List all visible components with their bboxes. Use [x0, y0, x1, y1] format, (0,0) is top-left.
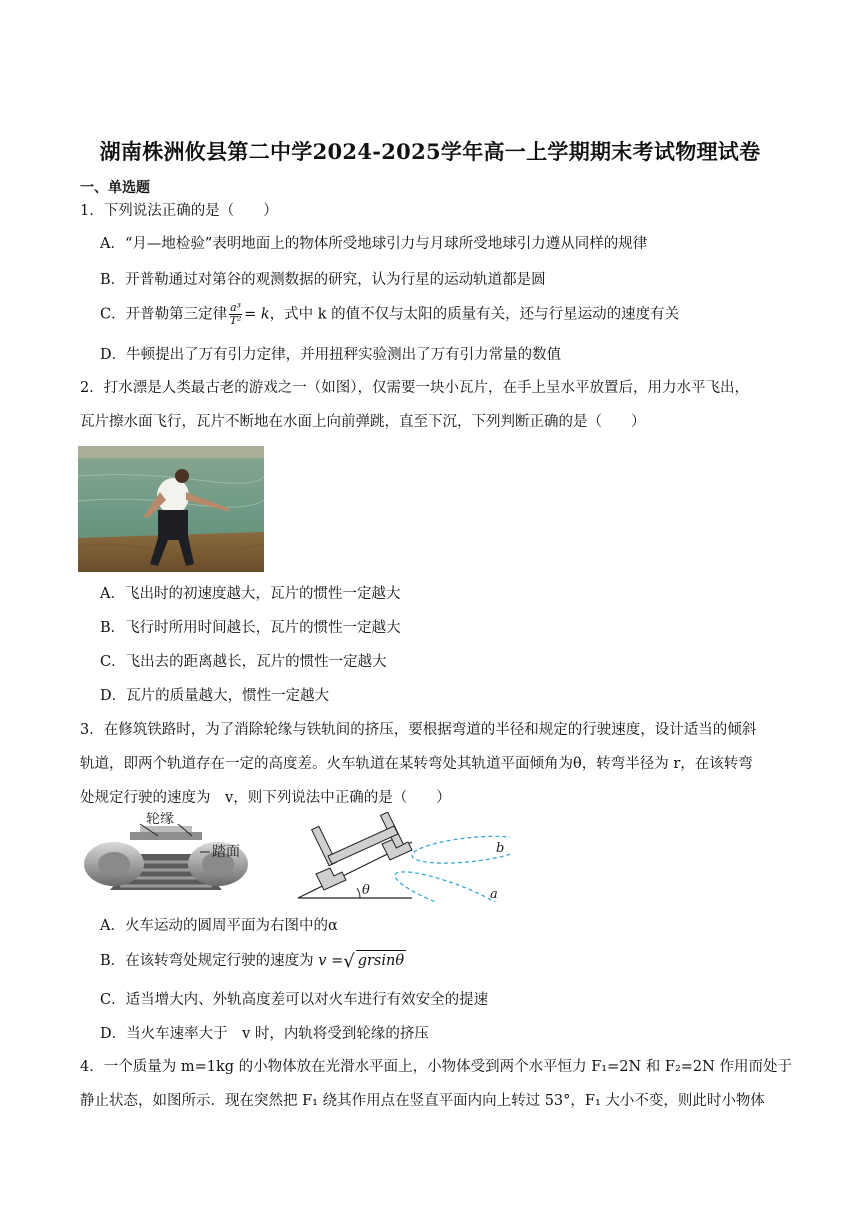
q1-option-c-prefix: C．开普勒第三定律 [100, 306, 228, 323]
q3-option-b [100, 950, 406, 972]
q2-stem-line1: 2．打水漂是人类最古老的游戏之一（如图），仅需要一块小瓦片，在手上呈水平放置后，用力水平飞出， [80, 380, 749, 396]
label-tread: 踏面 [212, 843, 240, 859]
formula-v-equals: v = [318, 953, 344, 969]
q3-option-c: C．适当增大内、外轨高度差可以对火车进行有效安全的提速 [100, 992, 489, 1008]
q4-stem-line1: 4．一个质量为 m=1kg 的小物体放在光滑水平面上，小物体受到两个水平恒力 F₁=2N 和 F₂=2N 作用而处于 [80, 1059, 792, 1075]
q2-option-a: A．飞出时的初速度越大，瓦片的惯性一定越大 [100, 586, 401, 602]
kepler-fraction [229, 302, 242, 327]
velocity-formula [318, 951, 406, 972]
banked-track-figure [290, 812, 510, 902]
q3-option-a: A．火车运动的圆周平面为右图中的α [100, 918, 338, 934]
section-heading: 一、单选题 [80, 180, 150, 196]
label-flange: 轮缘 [146, 812, 174, 826]
label-theta: θ [362, 883, 370, 898]
fraction-denominator: T² [229, 314, 242, 327]
q1-option-d: D．牛顿提出了万有引力定律，并用扭秤实验测出了万有引力常量的数值 [100, 347, 562, 363]
q2-option-b: B．飞行时所用时间越长，瓦片的惯性一定越大 [100, 620, 401, 636]
q3-option-d: D．当火车速率大于 v 时，内轨将受到轮缘的挤压 [100, 1026, 429, 1042]
sqrt-icon: √ [343, 951, 355, 972]
q1-option-b: B．开普勒通过对第谷的观测数据的研究，认为行星的运动轨道都是圆 [100, 272, 546, 288]
q2-option-d: D．瓦片的质量越大，惯性一定越大 [100, 688, 330, 704]
label-a: a [490, 887, 498, 902]
kepler-equals-k: = k [244, 306, 270, 323]
q1-option-a: A．“月—地检验”表明地面上的物体所受地球引力与月球所受地球引力遵从同样的规律 [100, 236, 648, 252]
train-wheel-figure [80, 812, 252, 902]
q3-stem-line2: 轨道，即两个轨道存在一定的高度差。火车轨道在某转弯处其轨道平面倾角为θ，转弯半径为 r，在该转弯 [80, 756, 753, 772]
q4-stem-line2: 静止状态，如图所示．现在突然把 F₁ 绕其作用点在竖直平面内向上转过 53°，F₁ 大小不变，则此时小物体 [80, 1093, 765, 1109]
stone-skipping-photo [78, 446, 264, 572]
q1-stem: 1．下列说法正确的是（ ） [80, 203, 278, 219]
label-b: b [496, 841, 505, 856]
q1-option-c [100, 302, 679, 327]
q2-option-c: C．飞出去的距离越长，瓦片的惯性一定越大 [100, 654, 387, 670]
q1-option-c-suffix: ，式中 k 的值不仅与太阳的质量有关，还与行星运动的速度有关 [269, 306, 680, 323]
fraction-numerator: a³ [230, 301, 242, 314]
q3-stem-line1: 3．在修筑铁路时，为了消除轮缘与铁轨间的挤压，要根据弯道的半径和规定的行驶速度，设计适当的倾斜 [80, 722, 757, 738]
q3-option-b-prefix: B．在该转弯处规定行驶的速度为 [100, 953, 314, 969]
page-title: 湖南株洲攸县第二中学2024-2025学年高一上学期期末考试物理试卷 [99, 139, 761, 164]
q3-stem-line3: 处规定行驶的速度为 v，则下列说法中正确的是（ ） [80, 790, 451, 806]
q2-stem-line2: 瓦片擦水面飞行，瓦片不断地在水面上向前弹跳，直至下沉，下列判断正确的是（ ） [80, 414, 646, 430]
radicand: grsinθ [356, 950, 406, 971]
